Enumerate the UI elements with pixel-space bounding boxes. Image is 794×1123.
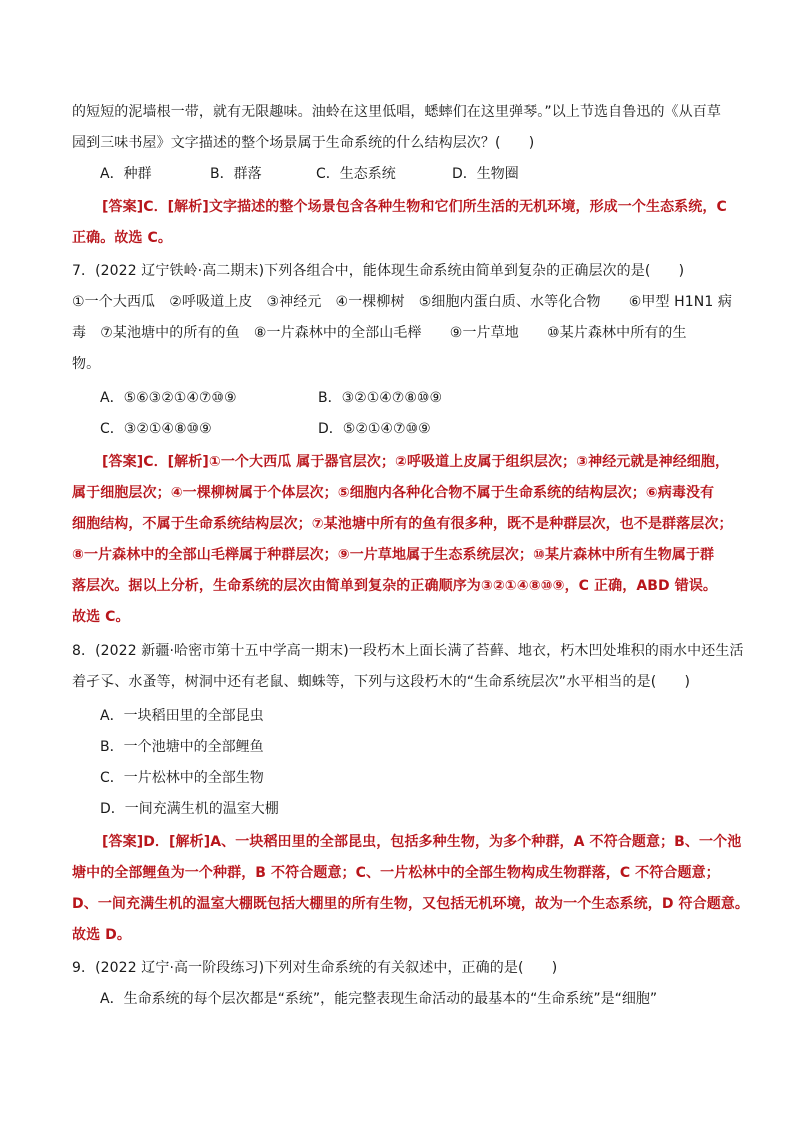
q6-option-d: D．生物圈 [452,166,519,182]
q7-option-a: A．⑤⑥③②①④⑦⑩⑨ [100,390,237,406]
q8-stem-line-2: 着孑孓、水蚤等，树洞中还有老鼠、蜘蛛等，下列与这段朽木的“生命系统层次”水平相当的是( ) [72,674,691,690]
q8-option-d: D．一间充满生机的温室大棚 [100,801,279,817]
q9-option-a: A．生命系统的每个层次都是“系统”，能完整表现生命活动的最基本的“生命系统”是“细胞” [100,991,658,1007]
q6-stem-line-2: 园到三味书屋》文字描述的整个场景属于生命系统的什么结构层次？( ) [72,135,535,151]
q8-option-b: B．一个池塘中的全部鲤鱼 [100,739,264,755]
q7-stem-line-3: 毒 ⑦某池塘中的所有的鱼 ⑧一片森林中的全部山毛榉 ⑨一片草地 ⑩某片森林中所有的生 [72,325,687,341]
q6-stem-line-1: 的短短的泥墙根一带，就有无限趣味。油蛉在这里低唱，蟋蟀们在这里弹琴。”以上节选自鲁迅的《从百草 [72,104,721,120]
q8-answer-line-4: 故选 D。 [72,927,131,943]
q8-answer-line-3: D、一间充满生机的温室大棚既包括大棚里的所有生物，又包括无机环境，故为一个生态系统，D 符合题意。 [72,896,750,912]
q8-option-a: A．一块稻田里的全部昆虫 [100,708,264,724]
q7-answer-line-3: 细胞结构，不属于生命系统结构层次；⑦某池塘中所有的鱼有很多种，既不是种群层次，也不是群落层次； [72,516,733,532]
q7-stem-line-2: ①一个大西瓜 ②呼吸道上皮 ③神经元 ④一棵柳树 ⑤细胞内蛋白质、水等化合物 ⑥甲型 H1N1 病 [72,294,733,310]
q9-stem-line-1: 9．(2022 辽宁·高一阶段练习)下列对生命系统的有关叙述中，正确的是( ) [72,960,558,976]
q6-option-a: A．种群 [100,166,152,182]
q7-answer-line-5: 落层次。据以上分析，生命系统的层次由简单到复杂的正确顺序为③②①④⑧⑩⑨，C 正确，ABD 错误。 [72,578,718,594]
q8-stem-line-1: 8．(2022 新疆·哈密市第十五中学高一期末)一段朽木上面长满了苔藓、地衣，朽木凹处堆积的雨水中还生活 [72,643,744,659]
q7-option-b: B．③②①④⑦⑧⑩⑨ [318,390,443,406]
q8-answer-line-1: [答案]D．[解析]A、一块稻田里的全部昆虫，包括多种生物，为多个种群，A 不符合题意；B、一个池 [102,834,742,850]
q7-option-d: D．⑤②①④⑦⑩⑨ [318,421,431,437]
q6-option-c: C．生态系统 [316,166,396,182]
q7-answer-line-6: 故选 C。 [72,609,130,625]
q8-answer-line-2: 塘中的全部鲤鱼为一个种群，B 不符合题意；C、一片松林中的全部生物构成生物群落，C 不符合题意； [72,865,720,881]
q6-answer-line-2: 正确。故选 C。 [72,230,172,246]
q7-answer-line-2: 属于细胞层次；④一棵柳树属于个体层次；⑤细胞内各种化合物不属于生命系统的结构层次；⑥病毒没有 [72,485,715,501]
q7-option-c: C．③②①④⑧⑩⑨ [100,421,212,437]
q8-option-c: C．一片松林中的全部生物 [100,770,264,786]
q7-stem-line-1: 7．(2022 辽宁铁岭·高二期末)下列各组合中，能体现生命系统由简单到复杂的正确层次的是( ) [72,263,685,279]
q7-answer-line-4: ⑧一片森林中的全部山毛榉属于种群层次；⑨一片草地属于生态系统层次；⑩某片森林中所有生物属于群 [72,547,715,563]
q6-answer-line-1: [答案]C．[解析]文字描述的整个场景包含各种生物和它们所生活的无机环境，形成一个生态系统，C [102,199,727,215]
q7-stem-line-4: 物。 [72,356,101,372]
q6-option-b: B．群落 [210,166,262,182]
q7-answer-line-1: [答案]C．[解析]①一个大西瓜 属于器官层次；②呼吸道上皮属于组织层次；③神经元就是神经细胞， [102,454,730,470]
